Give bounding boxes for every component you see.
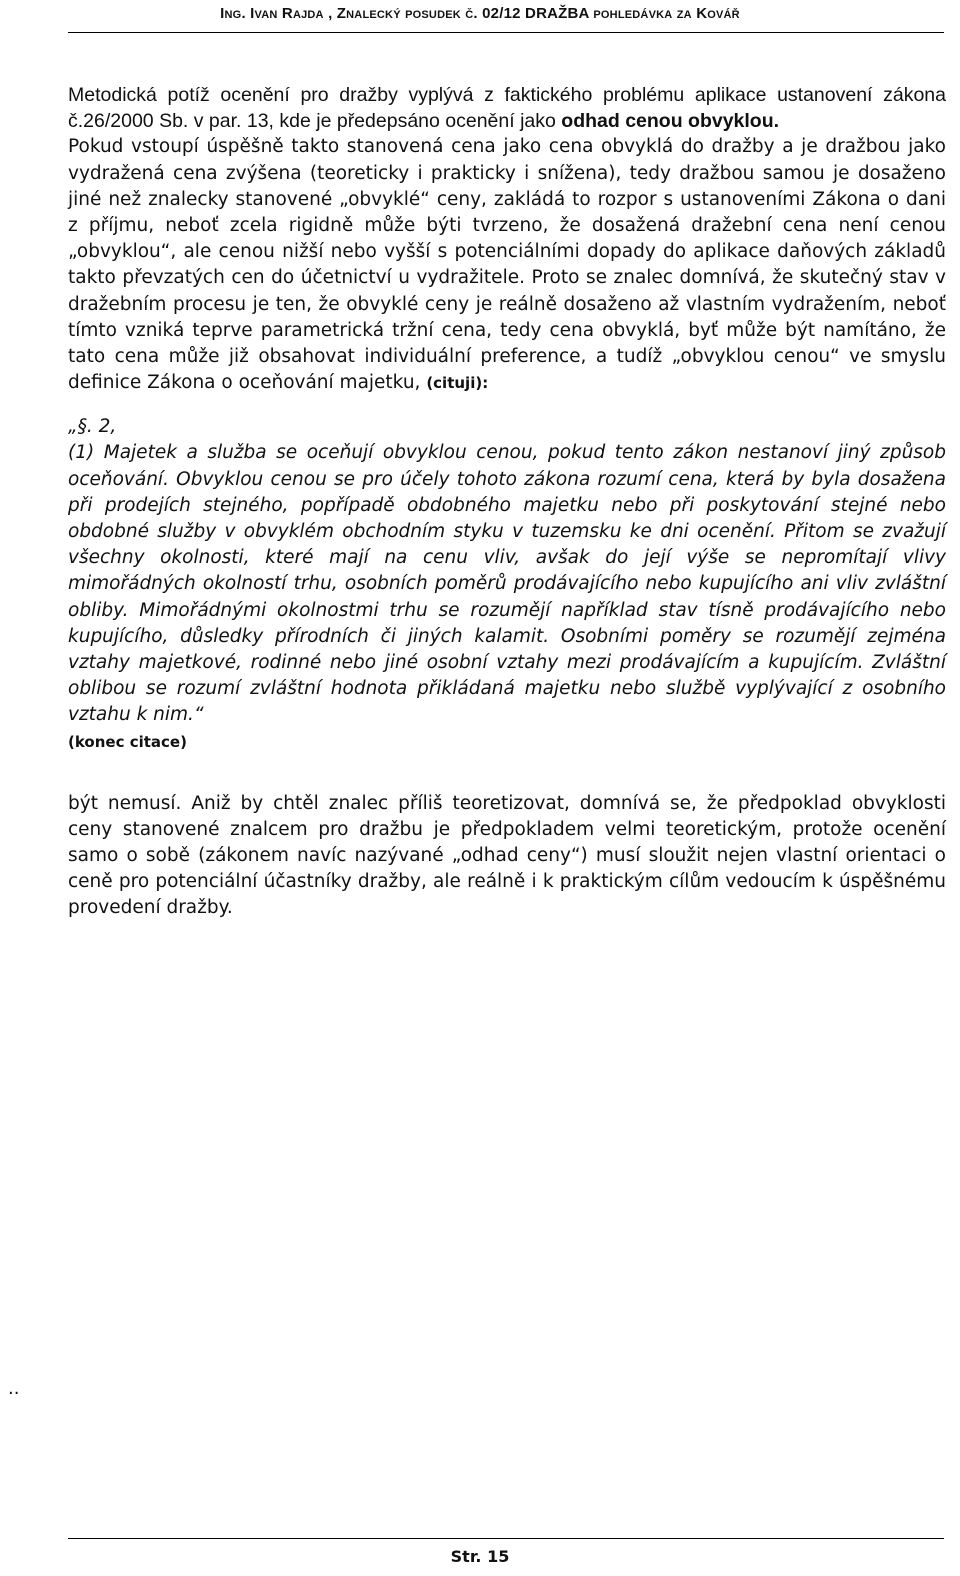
quote-body: (1) Majetek a služba se oceňují obvyklou cenou, pokud tento zákon nestanoví jiný způsob oceňování. Obvyklou cenou se pro účely tohoto zákona rozumí cena, která by byla dosažena při prodejích stejného, popřípadě obdobného majetku nebo při poskytování stejné nebo obdobné služby v obvyklém obchodním styku v tuzemsku ke dni ocenění. Přitom se zvažují všechny okolnosti, které mají na cenu vliv, avšak do její výše se nepromítají vlivy mimořádných okolností trhu, osobních poměrů prodávajícího nebo kupujícího ani vliv zvláštní obliby. Mimořádnými okolnostmi trhu se rozumějí například stav tísně prodávajícího nebo kupujícího, důsledky přírodních či jiných kalamit. Osobními poměry se rozumějí zejména vztahy majetkové, rodinné nebo jiné osobní vztahy mezi prodávajícím a kupujícím. Zvláštní oblibou se rozumí zvláštní hodnota přikládaná majetku nebo službě vyplývající z osobního vztahu k nim.“ xyxy=(68,442,946,726)
paragraph-methodology-emphasis: odhad cenou obvyklou. xyxy=(561,110,780,133)
document-body xyxy=(68,82,946,922)
header-divider xyxy=(68,32,944,33)
footer-divider xyxy=(68,1538,944,1539)
quote-end-label: (konec citace) xyxy=(68,732,187,751)
document-header: Ing. Ivan Rajda , Znalecký posudek č. 02/12 DRAŽBA pohledávka za Kovář xyxy=(220,5,740,22)
paragraph-methodology-text: Metodická potíž ocenění pro dražby vyplývá z faktického problému aplikace ustanovení zákona č.26/2000 Sb. v par. 13, kde je předepsáno ocenění jako xyxy=(68,84,946,133)
paragraph-conclusion: být nemusí. Aniž by chtěl znalec příliš teoretizovat, domnívá se, že předpoklad obvyklosti ceny stanovené znalcem pro dražbu je předpokladem velmi teoretickým, protože ocenění samo o sobě (zákonem navíc nazývané „odhad ceny“) musí sloužit nejen vlastní orientaci o ceně pro potenciální účastníky dražby, ale reálně i k praktickým cílům vedoucím k úspěšnému provedení dražby. xyxy=(68,792,946,919)
citation-label: (cituji): xyxy=(426,374,489,393)
quote-heading: „§. 2, xyxy=(68,416,117,438)
paragraph-auction-price xyxy=(68,134,946,396)
paragraph-auction-price-text: Pokud vstoupí úspěšně takto stanovená cena jako cena obvyklá do dražby a je dražbou jako vydražená cena zvýšena (teoreticky i prakticky i snížena), tedy dražbou samou je dosaženo jiné než znalecky stanovené „obvyklé“ ceny, zakládá to rozpor s ustanoveními Zákona o dani z příjmu, neboť zcela rigidně může býti tvrzeno, že dosažená dražební cena není cenou „obvyklou“, ale cenou nižší nebo vyšší s potenciálními dopady do aplikace daňových základů takto převzatých cen do účetnictví u vydražitele. Proto se znalec domnívá, že skutečný stav v dražebním procesu je ten, že obvyklé ceny je reálně dosaženo až vlastním vydražením, neboť tímto vzniká teprve parametrická tržní cena, tedy cena obvyklá, byť může být namítáno, že tato cena může již obsahovat individuální preference, a tudíž „obvyklou cenou“ ve smyslu definice Zákona o oceňování majetku, xyxy=(68,136,946,394)
page-number: Str. 15 xyxy=(450,1547,510,1566)
stray-mark: .. xyxy=(8,1378,20,1399)
paragraph-methodology xyxy=(68,82,946,134)
